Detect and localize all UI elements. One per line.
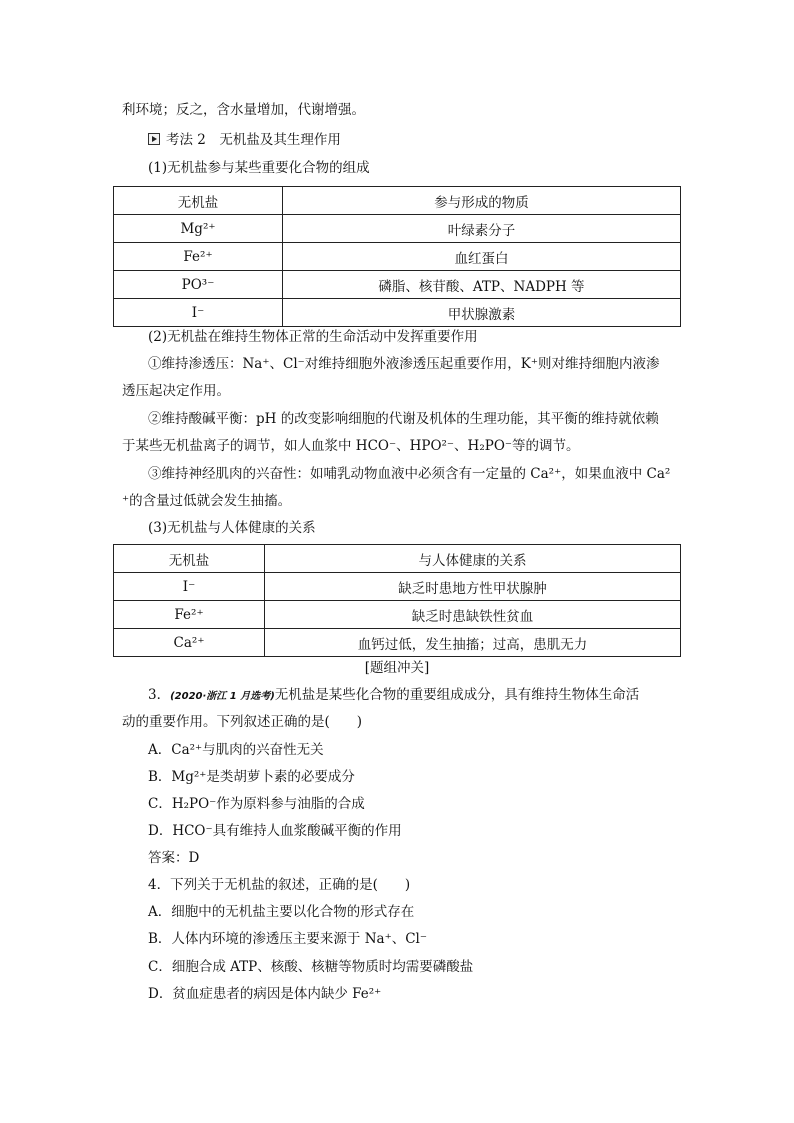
paragraph-text: ①维持渗透压：Na⁺、Cl⁻对维持细胞外液渗透压起重要作用，K⁺则对维持细胞内液渗	[148, 356, 660, 372]
option-c: C．H₂PO⁻作为原料参与油脂的合成	[148, 796, 365, 812]
question-number: 3．	[148, 687, 171, 703]
table-cell: Fe²⁺	[114, 601, 265, 629]
question-source: (2020·浙江 1 月选考)	[170, 691, 275, 702]
table-cell: 磷脂、核苷酸、ATP、NADPH 等	[283, 271, 681, 299]
table-cell: Fe²⁺	[114, 243, 283, 271]
table-row	[114, 573, 681, 601]
table-cell: PO³⁻	[114, 271, 283, 299]
option-c: C．细胞合成 ATP、核酸、核糖等物质时均需要磷酸盐	[148, 959, 474, 975]
option-b: B．Mg²⁺是类胡萝卜素的必要成分	[148, 769, 355, 785]
table-row	[114, 601, 681, 629]
paragraph-text: ③维持神经肌肉的兴奋性：如哺乳动物血液中必须含有一定量的 Ca²⁺，如果血液中 Ca²	[148, 466, 671, 482]
question-3-stem-cont: 动的重要作用。下列叙述正确的是( )	[122, 714, 363, 730]
play-bullet-icon	[148, 133, 160, 145]
table-header-cell: 无机盐	[114, 187, 283, 215]
compound-table	[113, 186, 681, 327]
table-header-cell: 与人体健康的关系	[265, 545, 681, 573]
option-a: A．Ca²⁺与肌肉的兴奋性无关	[148, 742, 324, 758]
table-header-cell: 无机盐	[114, 545, 265, 573]
answer-text: 答案：D	[148, 850, 200, 866]
section3-title: (3)无机盐与人体健康的关系	[148, 520, 316, 536]
table-cell: 血钙过低，发生抽搐；过高，患肌无力	[265, 629, 681, 657]
intro-line: 利环境；反之，含水量增加，代谢增强。	[122, 102, 365, 118]
table-cell: I⁻	[114, 573, 265, 601]
table-cell: 甲状腺激素	[283, 299, 681, 327]
table-cell: 缺乏时患缺铁性贫血	[265, 601, 681, 629]
table-row	[114, 243, 681, 271]
table-cell: Mg²⁺	[114, 215, 283, 243]
table-row	[114, 299, 681, 327]
table-row	[114, 629, 681, 657]
group-title: [题组冲关]	[364, 660, 430, 676]
paragraph-text: ⁺的含量过低就会发生抽搐。	[122, 493, 292, 509]
table-row	[114, 215, 681, 243]
table-header-cell: 参与形成的物质	[283, 187, 681, 215]
health-table	[113, 544, 681, 657]
table-cell: 叶绿素分子	[283, 215, 681, 243]
section-heading-text: 考法 2 无机盐及其生理作用	[166, 132, 341, 148]
question-3-stem	[148, 686, 639, 706]
paragraph-text: 透压起决定作用。	[122, 383, 230, 399]
table-header-row	[114, 187, 681, 215]
question-4-stem: 4．下列关于无机盐的叙述，正确的是( )	[148, 877, 411, 893]
option-d: D．HCO⁻具有维持人血浆酸碱平衡的作用	[148, 823, 402, 839]
paragraph-text: 于某些无机盐离子的调节，如人血浆中 HCO⁻、HPO²⁻、H₂PO⁻等的调节。	[122, 438, 580, 454]
section1-title: (1)无机盐参与某些重要化合物的组成	[148, 160, 370, 176]
paragraph-text: ②维持酸碱平衡：pH 的改变影响细胞的代谢及机体的生理功能，其平衡的维持就依赖	[148, 411, 659, 427]
option-d: D．贫血症患者的病因是体内缺少 Fe²⁺	[148, 986, 382, 1002]
option-a: A．细胞中的无机盐主要以化合物的形式存在	[148, 904, 415, 920]
table-cell: I⁻	[114, 299, 283, 327]
option-b: B．人体内环境的渗透压主要来源于 Na⁺、Cl⁻	[148, 931, 427, 947]
table-row	[114, 271, 681, 299]
question-stem-text: 无机盐是某些化合物的重要组成成分，具有维持生物体生命活	[274, 687, 640, 703]
table-cell: 缺乏时患地方性甲状腺肿	[265, 573, 681, 601]
section-heading	[148, 131, 341, 149]
table-header-row	[114, 545, 681, 573]
table-cell: Ca²⁺	[114, 629, 265, 657]
table-cell: 血红蛋白	[283, 243, 681, 271]
section2-title: (2)无机盐在维持生物体正常的生命活动中发挥重要作用	[148, 329, 478, 345]
